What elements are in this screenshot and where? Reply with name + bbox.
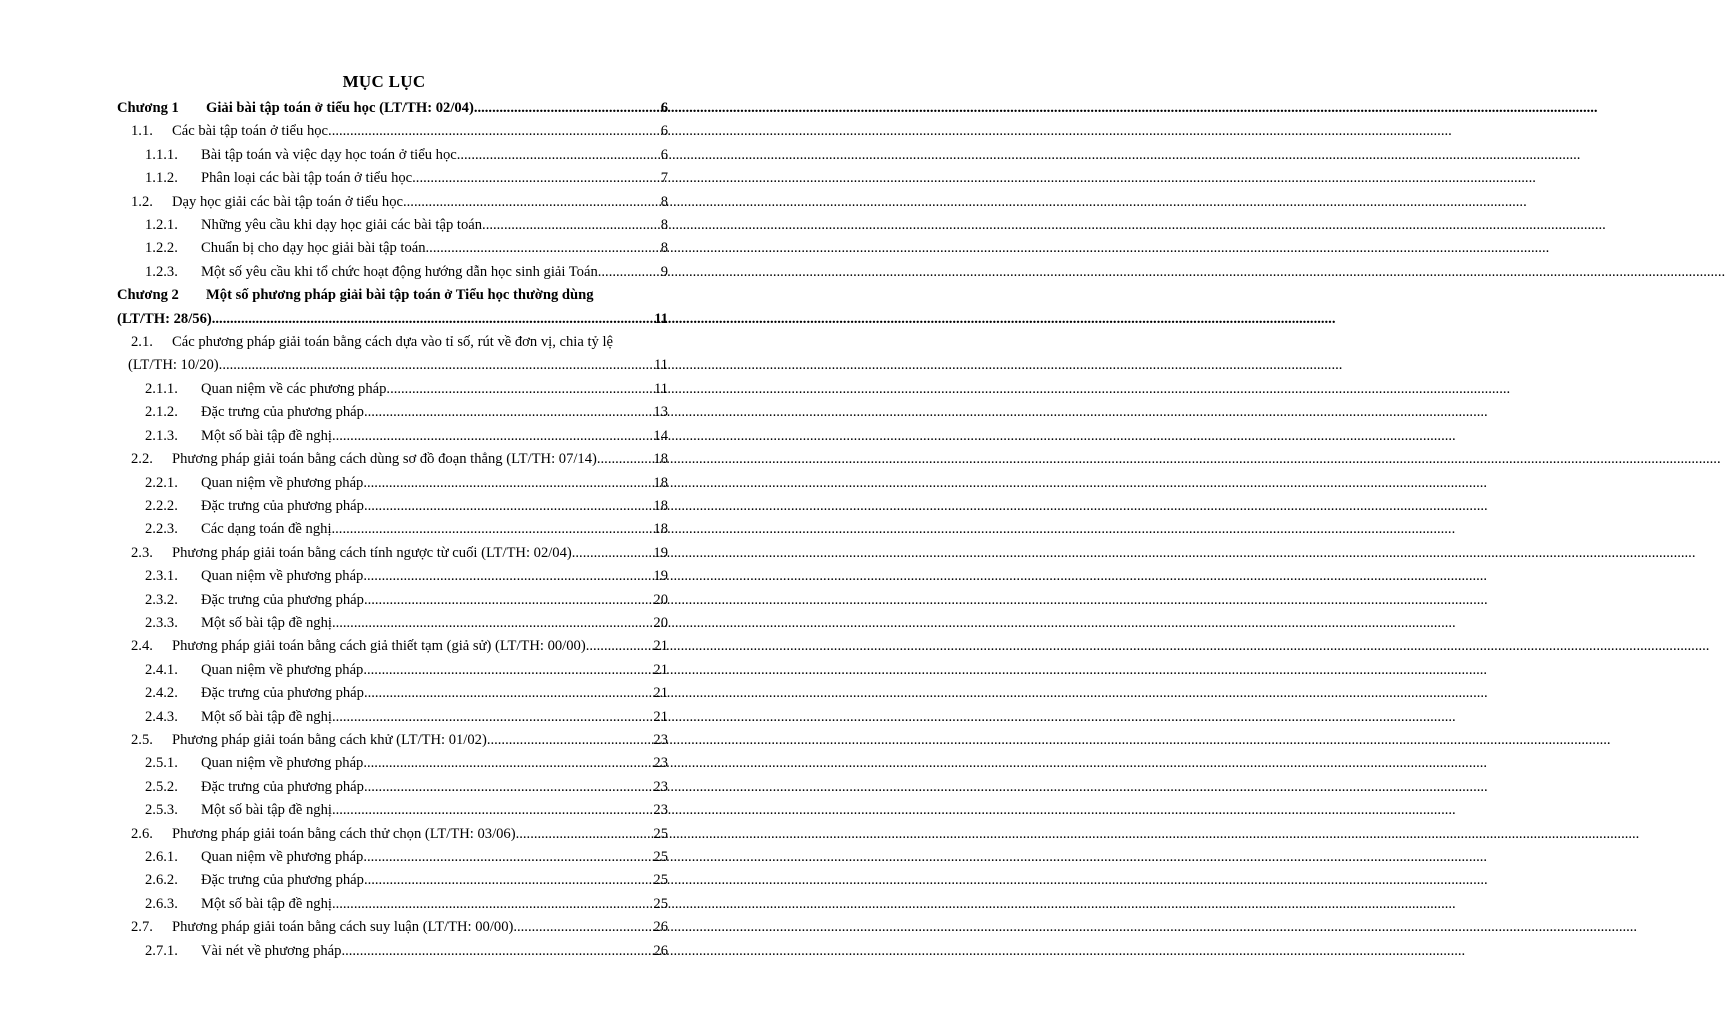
toc-dot-leader <box>364 401 653 424</box>
toc-entry-number: 2.7. <box>131 919 153 936</box>
toc-page-number: 26 <box>653 919 668 936</box>
toc-entry-title: Bài tập toán và việc dạy học toán ở tiểu học <box>201 146 457 163</box>
toc-entry-number: 2.2.1. <box>145 474 178 491</box>
toc-page-number: 20 <box>653 591 668 608</box>
toc-entry-title: Một số yêu cầu khi tổ chức hoạt động hướng dẫn học sinh giải Toán. <box>201 263 602 280</box>
toc-subsection[interactable] <box>117 869 668 892</box>
toc-page-number: 25 <box>653 825 668 842</box>
toc-dot-leader <box>457 144 661 167</box>
toc-subsection[interactable] <box>117 472 668 495</box>
toc-page-number: 23 <box>653 755 668 772</box>
toc-dot-leader <box>332 425 653 448</box>
toc-entry-number: 2.5. <box>131 731 153 748</box>
toc-subsection[interactable] <box>117 214 668 237</box>
toc-section[interactable] <box>117 635 668 658</box>
toc-subsection[interactable] <box>117 659 668 682</box>
toc-entry-title: Một số bài tập đề nghị <box>201 427 332 444</box>
toc-entry-title: Phương pháp giải toán bằng cách giả thiết tạm (giả sử) (LT/TH: 00/00) <box>172 638 586 655</box>
toc-entry-number: 2.5.1. <box>145 755 178 772</box>
toc-entry-title: Một số phương pháp giải bài tập toán ở Tiểu học thường dùng <box>206 287 594 304</box>
toc-subsection[interactable] <box>117 940 668 963</box>
toc-page-number: 18 <box>653 521 668 538</box>
toc-page-number: 11 <box>654 310 668 327</box>
toc-dot-leader <box>386 378 654 401</box>
table-of-contents <box>117 97 668 963</box>
toc-subsection[interactable] <box>117 378 668 401</box>
toc-entry-number: 2.4.1. <box>145 661 178 678</box>
toc-subsection[interactable] <box>117 893 668 916</box>
toc-page-number: 25 <box>653 895 668 912</box>
toc-dot-leader <box>516 823 654 846</box>
toc-entry-title: Giải bài tập toán ở tiểu học (LT/TH: 02/04) <box>206 100 474 116</box>
toc-entry-title: Quan niệm về phương pháp <box>201 755 364 772</box>
toc-entry-number: 2.5.2. <box>145 778 178 795</box>
toc-section[interactable] <box>117 120 668 143</box>
toc-section[interactable] <box>117 542 668 565</box>
toc-entry-number: 1.2.3. <box>145 263 178 280</box>
toc-page-number: 9 <box>660 263 668 280</box>
toc-entry-title: Phương pháp giải toán bằng cách tính ngược từ cuối (LT/TH: 02/04) <box>172 544 572 561</box>
toc-entry-title: Phương pháp giải toán bằng cách suy luận (LT/TH: 00/00) <box>172 919 514 936</box>
toc-page-number: 20 <box>653 614 668 631</box>
toc-entry-title: Một số bài tập đề nghị <box>201 895 332 912</box>
toc-entry-number: 1.2.2. <box>145 240 178 257</box>
toc-subsection[interactable] <box>117 846 668 869</box>
toc-entry-title: Đặc trưng của phương pháp <box>201 497 364 514</box>
toc-dot-leader <box>363 752 653 775</box>
toc-dot-leader <box>219 354 654 377</box>
toc-section[interactable] <box>117 448 668 471</box>
toc-section[interactable] <box>117 191 668 214</box>
toc-chapter[interactable] <box>117 97 668 120</box>
toc-entry-title: Vài nét về phương pháp <box>201 942 342 959</box>
toc-dot-leader <box>586 635 654 658</box>
toc-subsection[interactable] <box>117 682 668 705</box>
toc-entry-title: Các phương pháp giải toán bằng cách dựa vào tỉ số, rút về đơn vị, chia tỷ lệ <box>172 334 613 351</box>
toc-dot-leader <box>212 308 654 331</box>
toc-section[interactable] <box>117 331 668 378</box>
toc-dot-leader <box>364 495 653 518</box>
toc-page-number: 6 <box>660 100 668 116</box>
toc-entry-title: Quan niệm về phương pháp <box>201 849 364 865</box>
toc-page-number: 21 <box>653 661 668 678</box>
toc-entry-title: Một số bài tập đề nghị <box>201 614 332 631</box>
toc-entry-number: 2.6. <box>131 825 153 842</box>
toc-dot-leader <box>363 472 653 495</box>
toc-entry-number: 2.1.2. <box>145 404 178 421</box>
toc-entry-title: Chuẩn bị cho dạy học giải bài tập toán <box>201 240 426 257</box>
toc-subsection[interactable] <box>117 167 668 190</box>
toc-page-number: 23 <box>653 731 668 748</box>
toc-page-number: 14 <box>653 427 668 444</box>
toc-dot-leader <box>364 869 653 892</box>
toc-entry-number: 2.7.1. <box>145 942 178 959</box>
toc-chapter[interactable] <box>117 284 668 331</box>
toc-page-number: 18 <box>653 474 668 491</box>
toc-entry-title: Một số bài tập đề nghị <box>201 802 332 819</box>
toc-dot-leader <box>332 706 653 729</box>
toc-entry-number: 2.3. <box>131 544 153 561</box>
toc-page-number: 23 <box>653 778 668 795</box>
toc-subsection[interactable] <box>117 589 668 612</box>
toc-page-number: 26 <box>653 942 668 959</box>
toc-subsection[interactable] <box>117 261 668 284</box>
toc-entry-title: Quan niệm về phương pháp <box>201 568 364 585</box>
toc-entry-title: Phương pháp giải toán bằng cách dùng sơ đồ đoạn thẳng (LT/TH: 07/14) <box>172 451 597 468</box>
toc-dot-leader <box>332 799 653 822</box>
toc-subsection[interactable] <box>117 752 668 775</box>
toc-page-number: 13 <box>653 404 668 421</box>
toc-entry-number: 2.3.1. <box>145 568 178 585</box>
toc-entry-number: 2.4.3. <box>145 708 178 725</box>
toc-entry-number: 1.2. <box>131 193 153 210</box>
toc-subsection[interactable] <box>117 776 668 799</box>
toc-entry-number: 2.6.2. <box>145 872 178 889</box>
toc-section[interactable] <box>117 823 668 846</box>
toc-entry-title-continued: (LT/TH: 28/56) <box>117 310 212 327</box>
toc-dot-leader <box>341 940 653 963</box>
toc-entry-number: 2.4.2. <box>145 685 178 702</box>
toc-entry-title: Đặc trưng của phương pháp <box>201 591 364 608</box>
toc-subsection[interactable] <box>117 799 668 822</box>
toc-entry-number: 1.1.1. <box>145 146 178 163</box>
toc-entry-title: Dạy học giải các bài tập toán ở tiểu học <box>172 193 403 210</box>
toc-entry-number: 1.2.1. <box>145 217 178 234</box>
toc-dot-leader <box>403 191 661 214</box>
toc-page-number: 19 <box>653 544 668 561</box>
toc-entry-title: Đặc trưng của phương pháp <box>201 872 364 889</box>
toc-page-number: 21 <box>653 708 668 725</box>
toc-entry-title-continued: (LT/TH: 10/20) <box>128 357 219 374</box>
toc-subsection[interactable] <box>117 401 668 424</box>
toc-dot-leader <box>332 893 653 916</box>
toc-dot-leader <box>572 542 654 565</box>
toc-entry-title: Những yêu cầu khi dạy học giải các bài tập toán <box>201 217 483 234</box>
toc-dot-leader <box>513 916 653 939</box>
toc-dot-leader <box>426 237 661 260</box>
toc-dot-leader <box>364 776 653 799</box>
toc-entry-number: 2.2.3. <box>145 521 178 538</box>
toc-subsection[interactable] <box>117 237 668 260</box>
toc-entry-number: 2.4. <box>131 638 153 655</box>
toc-entry-number: 2.1.1. <box>145 380 178 397</box>
toc-page-number: 7 <box>660 170 668 187</box>
toc-subsection[interactable] <box>117 706 668 729</box>
toc-entry-number: 2.2.2. <box>145 497 178 514</box>
toc-dot-leader <box>474 97 661 120</box>
toc-page-number: 8 <box>660 193 668 210</box>
toc-dot-leader <box>363 846 653 869</box>
toc-dot-leader <box>328 120 661 143</box>
toc-subsection[interactable] <box>117 518 668 541</box>
toc-entry-number: 1.1. <box>131 123 153 140</box>
toc-page-number: 8 <box>660 240 668 257</box>
toc-dot-leader <box>363 659 653 682</box>
toc-dot-leader <box>482 214 661 237</box>
toc-dot-leader <box>363 565 653 588</box>
toc-page-number: 8 <box>660 217 668 234</box>
toc-subsection[interactable] <box>117 612 668 635</box>
toc-entry-number: 2.1. <box>131 334 153 351</box>
toc-entry-title: Đặc trưng của phương pháp <box>201 404 364 421</box>
toc-page-number: 6 <box>660 146 668 163</box>
toc-page-number: 21 <box>653 685 668 702</box>
toc-entry-number: 2.6.1. <box>145 849 178 865</box>
toc-dot-leader <box>364 589 653 612</box>
toc-page-number: 18 <box>653 451 668 468</box>
toc-entry-number: Chương 2 <box>117 287 179 304</box>
toc-entry-title: Đặc trưng của phương pháp <box>201 685 364 702</box>
document-page <box>0 0 768 1024</box>
toc-subsection[interactable] <box>117 425 668 448</box>
toc-dot-leader <box>412 167 661 190</box>
toc-entry-title: Đặc trưng của phương pháp <box>201 778 364 795</box>
page-title: MỤC LỤC <box>342 72 426 91</box>
toc-section[interactable] <box>117 729 668 752</box>
toc-entry-title: Phương pháp giải toán bằng cách khử (LT/TH: 01/02) <box>172 731 487 748</box>
toc-entry-title: Quan niệm về phương pháp <box>201 661 364 678</box>
toc-entry-title: Phương pháp giải toán bằng cách thử chọn (LT/TH: 03/06) <box>172 825 516 842</box>
toc-entry-title: Các dạng toán đề nghị <box>201 521 332 538</box>
toc-entry-number: 2.5.3. <box>145 802 178 819</box>
toc-entry-number: 2.1.3. <box>145 427 178 444</box>
toc-entry-title: Một số bài tập đề nghị <box>201 708 332 725</box>
toc-page-number: 23 <box>653 802 668 819</box>
toc-page-number: 21 <box>653 638 668 655</box>
toc-entry-number: 2.3.3. <box>145 614 178 631</box>
toc-entry-number: 2.2. <box>131 451 153 468</box>
toc-dot-leader <box>487 729 654 752</box>
toc-dot-leader <box>597 448 654 471</box>
toc-dot-leader <box>601 261 660 284</box>
toc-entry-number: 1.1.2. <box>145 170 178 187</box>
toc-page-number: 25 <box>653 872 668 889</box>
toc-dot-leader <box>332 612 653 635</box>
toc-section[interactable] <box>117 916 668 939</box>
toc-entry-title: Quan niệm về phương pháp <box>201 474 364 491</box>
toc-page-number: 11 <box>653 380 668 397</box>
toc-page-number: 19 <box>653 568 668 585</box>
toc-entry-title: Phân loại các bài tập toán ở tiểu học <box>201 170 413 187</box>
toc-dot-leader <box>332 518 654 541</box>
toc-entry-number: 2.6.3. <box>145 895 178 912</box>
toc-page-number: 18 <box>653 497 668 514</box>
toc-page-number: 25 <box>653 849 668 865</box>
toc-dot-leader <box>364 682 653 705</box>
toc-page-number: 11 <box>653 357 668 374</box>
toc-entry-title: Quan niệm về các phương pháp <box>201 380 387 397</box>
toc-subsection[interactable] <box>117 565 668 588</box>
toc-entry-title: Các bài tập toán ở tiểu học <box>172 123 329 140</box>
toc-entry-number: 2.3.2. <box>145 591 178 608</box>
toc-page-number: 6 <box>660 123 668 140</box>
toc-subsection[interactable] <box>117 495 668 518</box>
toc-entry-number: Chương 1 <box>117 100 179 116</box>
toc-subsection[interactable] <box>117 144 668 167</box>
